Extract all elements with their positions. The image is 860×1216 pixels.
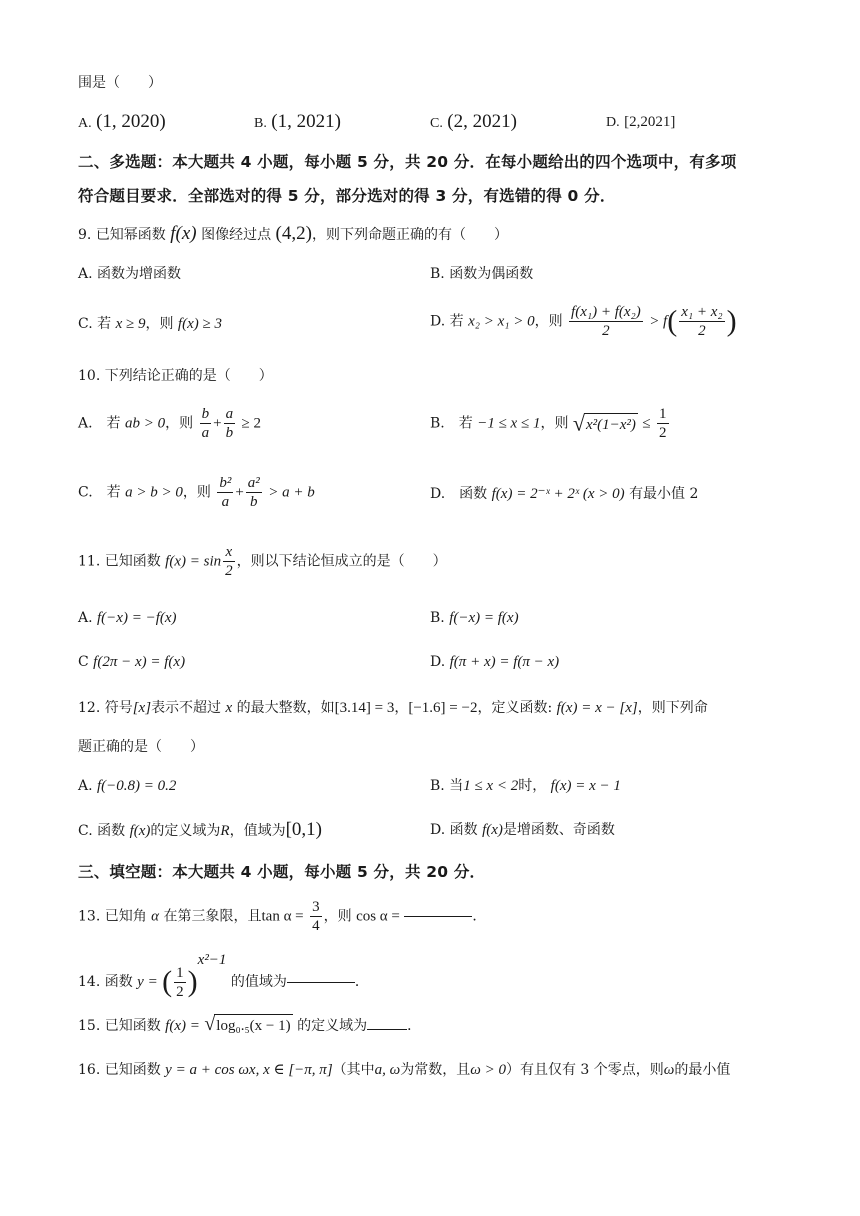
q12-option-c-func: f(x) (129, 823, 151, 839)
q10-option-c-frac1-num: b² (219, 475, 232, 491)
q9-option-d-rparen: ) (726, 304, 737, 338)
q12-option-c-domain: R (220, 823, 230, 839)
q13-cos: cos α = (356, 908, 400, 925)
q10-option-c-plus: + (235, 484, 244, 501)
q12-option-d-prefix: D. 函数 (430, 822, 478, 838)
q9-func: f(x) (170, 223, 197, 244)
q12-example-2: [−1.6] = −2 (408, 700, 478, 716)
q14-stem (78, 950, 369, 1001)
q12-text-a: 符号 (104, 700, 133, 716)
q9-option-d-mid: ，则 (534, 313, 563, 330)
q11-option-b-label: B. (430, 610, 445, 626)
q9-point: (4,2) (275, 223, 312, 244)
q11-option-d-label: D. (430, 654, 446, 670)
q16-stem (78, 1060, 730, 1080)
q8-option-c-label: C. (430, 116, 443, 131)
q10-text: 下列结论正确的是（ ） (104, 368, 273, 384)
q12-option-c-mid: 的定义域为 (150, 823, 221, 839)
q13-frac-num: 3 (312, 899, 320, 915)
q12-text-e: ，则下列命 (637, 700, 708, 716)
q10-option-c-cond: a > b > 0 (125, 484, 183, 501)
q8-option-d (606, 112, 675, 133)
q12-option-d-func: f(x) (482, 822, 503, 838)
section2-heading-line1: 二、多选题：本大题共 4 小题，每小题 5 分，共 20 分．在每小题给出的四个选项中，有多项 (78, 153, 737, 171)
q12-comma: ， (394, 700, 409, 716)
q16-text-c: 为常数，且 (400, 1062, 471, 1078)
q13-tan: tan α = (261, 908, 304, 925)
q12-option-d-tail: 是增函数、奇函数 (502, 822, 615, 838)
q11-frac (223, 543, 235, 580)
q14-frac-den: 2 (176, 983, 184, 1000)
q12-option-b (430, 776, 621, 796)
q15-text-a: 已知函数 (104, 1018, 161, 1034)
q11-option-a-label: A. (78, 610, 93, 626)
q8-option-a-content: (1, 2020) (96, 111, 166, 132)
q11-text-b: ，则以下结论恒成立的是（ ） (236, 553, 447, 570)
q16-text-b: （其中 (332, 1062, 375, 1078)
q9-option-d-cond: x₂ > x₁ > 0 (468, 313, 535, 330)
q15-end: ． (407, 1018, 422, 1034)
q10-option-b-frac (657, 405, 669, 442)
q10-option-c-mid: ，则 (182, 484, 211, 501)
q12-option-c-prefix: C. 函数 (78, 823, 126, 839)
q15-func: f(x) = (165, 1018, 200, 1034)
q11-option-b (430, 608, 519, 628)
q10-option-a-mid: ，则 (165, 415, 194, 432)
q10-option-b-prefix: B. 若 (430, 415, 473, 432)
q15-stem (78, 1014, 421, 1036)
q10-option-d-prefix: D. 函数 (430, 486, 488, 502)
q14-frac (174, 964, 186, 1001)
q10-option-b-radical: √ (572, 410, 585, 436)
q11-text-a: 已知函数 (104, 553, 161, 570)
q15-radical: √ (204, 1013, 216, 1035)
q9-option-d-rhs-fraction (679, 303, 724, 340)
q9-text-c: ，则下列命题正确的有（ ） (311, 227, 508, 243)
q12-stem-line2: 题正确的是（ ） (78, 739, 204, 755)
q12-var-x: x (225, 700, 233, 716)
q12-option-b-mid: 时， (518, 778, 547, 794)
q16-text-e: 的最小值 (674, 1062, 731, 1078)
q10-option-b-cond: −1 ≤ x ≤ 1 (477, 415, 541, 432)
q10-option-a-prefix: A. 若 (78, 415, 121, 432)
q8-option-d-label: D. (606, 115, 620, 130)
q13-end: ． (472, 908, 487, 925)
q11-option-a-content: f(−x) = −f(x) (97, 610, 177, 626)
q9-option-d-lhs-num: f(x₁) + f(x₂) (571, 304, 641, 320)
q8-option-b (254, 112, 341, 134)
q9-stem (78, 224, 508, 245)
q11-option-d (430, 652, 559, 672)
q9-option-c-prefix: C. 若 (78, 316, 112, 332)
q10-option-b-mid: ，则 (540, 415, 569, 432)
q12-option-a-content: f(−0.8) = 0.2 (97, 778, 177, 794)
q10-option-c-frac1 (217, 474, 233, 511)
q10-option-c-prefix: C. 若 (78, 484, 121, 501)
q11-frac-num: x (223, 543, 235, 562)
q8-option-b-label: B. (254, 116, 267, 131)
section2-heading-line2: 符合题目要求．全部选对的得 5 分，部分选对的得 3 分，有选错的得 0 分． (78, 187, 616, 205)
q14-rparen: ) (187, 965, 198, 998)
q9-option-d-rhs-den: 2 (698, 323, 706, 339)
q10-option-a-frac1-num: b (201, 406, 210, 422)
q14-text-a: 函数 (104, 974, 133, 990)
q12-definition: f(x) = x − [x] (556, 700, 638, 716)
q10-option-a-frac2 (224, 405, 236, 442)
q8-option-c-content: (2, 2021) (447, 111, 517, 132)
q9-option-d-rhs-num: x₁ + x₂ (681, 304, 723, 320)
q12-option-c-range: [0,1) (285, 819, 322, 840)
q15-answer-blank[interactable] (367, 1029, 407, 1030)
q10-option-a-cond: ab > 0 (125, 415, 166, 432)
q9-number: 9. (78, 227, 92, 243)
q11-stem (78, 543, 447, 580)
q12-option-a (78, 776, 176, 796)
q10-option-a-tail: ≥ 2 (241, 415, 261, 432)
q16-number: 16. (78, 1062, 101, 1078)
q13-text-b: 在第三象限，且 (163, 908, 262, 925)
q12-option-c-mid2: ，值域为 (229, 823, 286, 839)
q10-option-b-le: ≤ (642, 415, 651, 432)
q8-tail (78, 73, 162, 93)
q11-frac-den: 2 (225, 563, 233, 579)
q15-sqrt: log₀.₅(x − 1) (214, 1014, 292, 1036)
q8-option-d-content: [2,2021] (624, 114, 676, 130)
q14-text-b: 的值域为 (230, 974, 287, 990)
q12-number: 12. (78, 700, 101, 716)
q9-option-d-lhs-den: 2 (602, 323, 610, 339)
q14-number: 14. (78, 974, 101, 990)
q10-option-b-frac-num: 1 (659, 406, 667, 422)
q13-text-a: 已知角 (104, 908, 147, 925)
q12-bracket-x: [x] (132, 700, 152, 716)
q9-text-a: 已知幂函数 (95, 227, 166, 243)
q10-option-c-frac2 (246, 474, 262, 511)
q10-option-c-frac1-den: a (221, 494, 230, 510)
q10-option-a-plus: + (213, 415, 222, 432)
q16-cond: ω > 0 (470, 1062, 506, 1078)
q16-omega: ω (663, 1062, 675, 1078)
q9-option-d-lhs-fraction (569, 303, 643, 340)
q10-option-c-tail: > a + b (268, 484, 315, 501)
q16-consts: a, ω (374, 1062, 401, 1078)
q12-text-b: 表示不超过 (151, 700, 222, 716)
q10-option-d (430, 484, 698, 504)
q8-option-c (430, 112, 517, 134)
q12-option-b-label: B. 当 (430, 778, 464, 794)
q14-answer-blank[interactable] (287, 982, 355, 983)
q13-alpha: α (151, 908, 160, 925)
q14-lparen: ( (162, 965, 173, 998)
q8-tail-text: 围是（ ） (78, 75, 162, 91)
q8-option-b-content: (1, 2021) (271, 111, 341, 132)
q16-expr: y = a + cos ωx, x ∈ [−π, π] (165, 1062, 333, 1078)
q9-option-c-result: f(x) ≥ 3 (177, 316, 222, 332)
q10-option-a-frac2-num: a (225, 406, 234, 422)
q12-option-d (430, 820, 615, 840)
q11-option-d-content: f(π + x) = f(π − x) (449, 654, 560, 670)
q13-answer-blank[interactable] (404, 916, 472, 917)
q13-frac (310, 898, 322, 935)
q9-option-c (78, 314, 222, 334)
q11-option-c-content: f(2π − x) = f(x) (93, 654, 186, 670)
q9-option-a: A. 函数为增函数 (78, 266, 182, 282)
q9-text-b: 图像经过点 (201, 227, 272, 243)
q14-frac-num: 1 (176, 964, 184, 981)
q9-option-d-op: > f (649, 313, 668, 330)
q10-number: 10. (78, 368, 101, 384)
q10-option-a-frac1-den: a (201, 425, 210, 441)
q10-option-d-expr: f(x) = 2⁻ˣ + 2ˣ (x > 0) (491, 486, 625, 502)
q8-option-a (78, 112, 166, 134)
q12-option-c (78, 820, 322, 841)
q16-text-d: ）有且仅有 3 个零点，则 (505, 1062, 664, 1078)
q10-stem (78, 366, 273, 386)
q10-option-c-frac2-num: a² (247, 475, 260, 491)
q13-frac-den: 4 (312, 918, 320, 934)
q13-number: 13. (78, 908, 101, 925)
q10-option-a-frac1 (200, 405, 212, 442)
q12-option-b-cond: 1 ≤ x < 2 (463, 778, 519, 794)
q12-stem-line1 (78, 698, 708, 718)
q9-option-b: B. 函数为偶函数 (430, 266, 534, 282)
q11-func: f(x) = sin (165, 553, 222, 570)
q15-text-b: 的定义域为 (297, 1018, 368, 1034)
q11-option-b-content: f(−x) = f(x) (449, 610, 519, 626)
q10-option-b-frac-den: 2 (659, 425, 667, 441)
q12-text-c: 的最大整数，如 (236, 700, 335, 716)
q12-option-a-label: A. (78, 778, 93, 794)
q9-option-d-lparen: ( (667, 304, 678, 338)
q10-option-a-frac2-den: b (225, 425, 234, 441)
q13-stem (78, 898, 486, 935)
q14-exponent: x²−1 (197, 952, 227, 968)
q14-y: y = (137, 974, 158, 990)
q9-option-d (430, 303, 737, 340)
q10-option-d-tail: 有最小值 2 (629, 486, 699, 502)
q11-option-a (78, 608, 177, 628)
q12-text-d: ，定义函数: (477, 700, 553, 716)
q14-end: ． (354, 974, 369, 990)
q9-option-c-cond: x ≥ 9 (115, 316, 146, 332)
q10-option-c-frac2-den: b (250, 494, 258, 510)
q10-option-b (430, 405, 671, 442)
q16-text-a: 已知函数 (104, 1062, 161, 1078)
q11-option-c-label: C (78, 654, 89, 670)
q15-number: 15. (78, 1018, 101, 1034)
q8-option-a-label: A. (78, 116, 92, 131)
q9-option-c-mid: ，则 (145, 316, 174, 332)
q12-example-1: [3.14] = 3 (334, 700, 395, 716)
q11-number: 11. (78, 553, 101, 570)
q11-option-c (78, 652, 185, 672)
q10-option-c (78, 474, 315, 511)
q9-option-d-prefix: D. 若 (430, 313, 464, 330)
q10-option-b-sqrt: x²(1−x²) (584, 413, 638, 435)
q12-option-b-content: f(x) = x − 1 (550, 778, 621, 794)
q10-option-a (78, 405, 261, 442)
q13-text-c: ，则 (323, 908, 352, 925)
section3-heading: 三、填空题：本大题共 4 小题，每小题 5 分，共 20 分． (78, 863, 486, 881)
